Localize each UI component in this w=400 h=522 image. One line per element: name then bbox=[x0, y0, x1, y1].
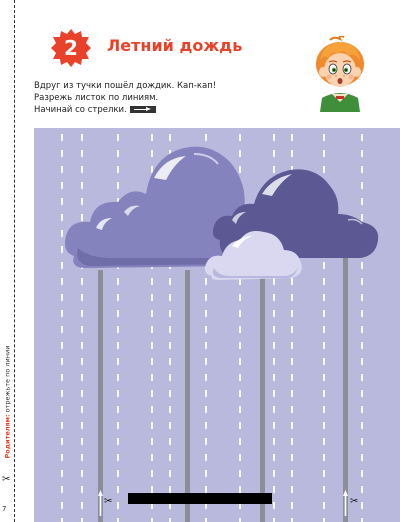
boy-character-illustration bbox=[310, 36, 370, 112]
instruction-line: Разрежь листок по линиям. bbox=[34, 93, 159, 103]
parent-note-label: Родителям: bbox=[3, 414, 12, 459]
scissors-icon: ✂ bbox=[2, 474, 11, 485]
rain-clouds-illustration bbox=[34, 128, 400, 522]
parent-note bbox=[1, 332, 14, 472]
page-title: Летний дождь bbox=[107, 36, 243, 55]
task-badge bbox=[50, 28, 92, 68]
scissors-icon: ✂ bbox=[104, 496, 113, 507]
rain-cutting-panel bbox=[34, 128, 400, 522]
instructions bbox=[34, 80, 274, 116]
cut-line-left bbox=[14, 0, 15, 522]
parent-note-text: отрежьте по линии bbox=[3, 345, 12, 415]
instruction-line: Вдруг из тучки пошёл дождик. Кап-кап! bbox=[34, 81, 217, 91]
instruction-line bbox=[34, 104, 274, 116]
task-number: 2 bbox=[64, 36, 78, 60]
scissors-icon: ✂ bbox=[350, 496, 359, 507]
arrow-right-icon bbox=[130, 106, 156, 113]
page-number: 7 bbox=[2, 505, 7, 513]
redaction-bar bbox=[128, 493, 272, 504]
instruction-text: Начинай со стрелки. bbox=[34, 105, 127, 115]
